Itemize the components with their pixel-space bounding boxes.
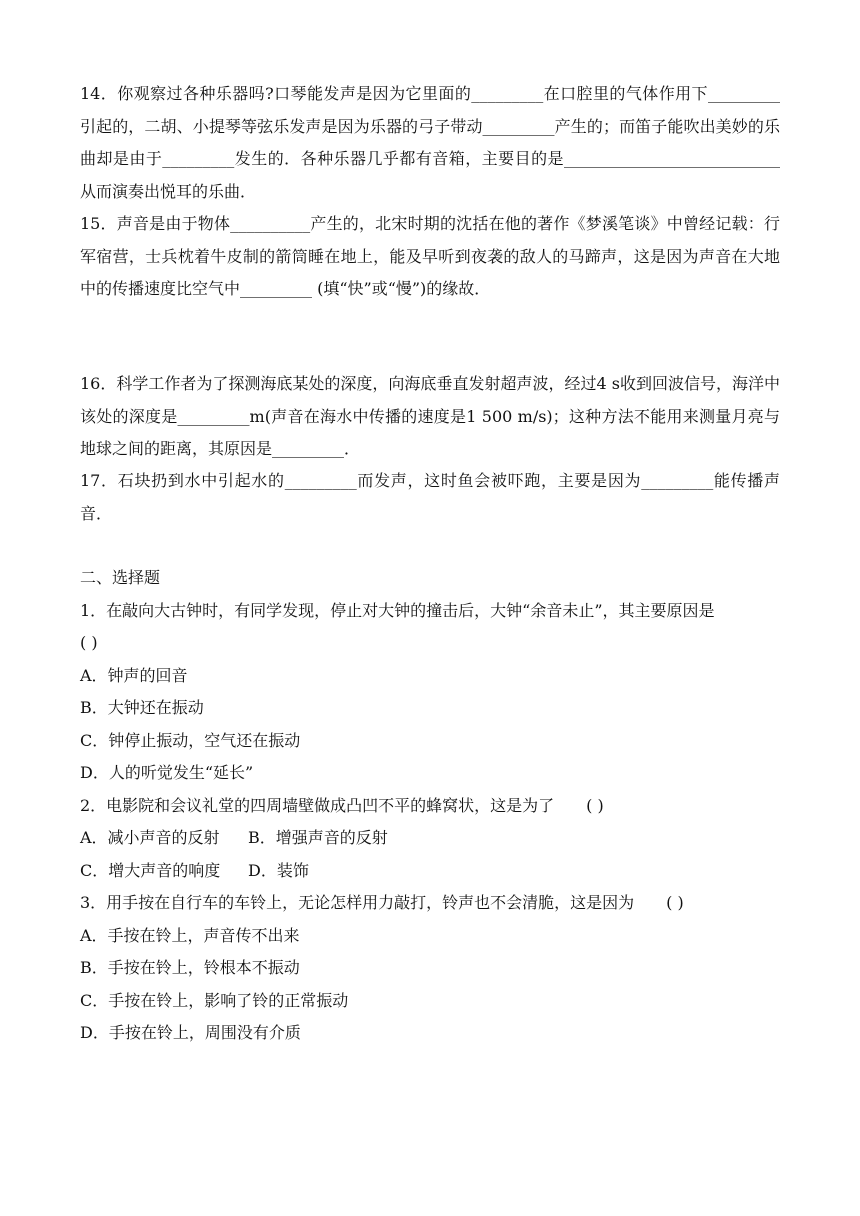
choice-q3-option-b: B．手按在铃上，铃根本不振动	[80, 958, 300, 977]
choice-q1-option-b: B．大钟还在振动	[80, 698, 204, 717]
question-16: 16．科学工作者为了探测海底某处的深度，向海底垂直发射超声波，经过4 s收到回波信号，海洋中该处的深度是_________m(声音在海水中传播的速度是1 500 m/s)；这种方法不能用来测量月亮与地球之间的距离，其原因是_________．	[80, 374, 780, 458]
choice-q1-option-d: D．人的听觉发生“延长”	[80, 763, 254, 782]
choice-q2-options-cd	[80, 855, 780, 887]
choice-q1-option-a: A．钟声的回音	[80, 666, 188, 685]
question-14: 14．你观察过各种乐器吗?口琴能发声是因为它里面的_________在口腔里的气体作用下_________引起的，二胡、小提琴等弦乐发声是因为乐器的弓子带动_________产生的；而笛子能吹出美妙的乐曲却是由于_________发生的．各种乐器几乎都有音箱，主要目的是___________________________从而演奏出悦耳的乐曲．	[80, 84, 780, 201]
choice-q2-option-d: D．装饰	[248, 861, 309, 880]
question-17: 17．石块扔到水中引起水的_________而发声，这时鱼会被吓跑，主要是因为_________能传播声音．	[80, 471, 780, 523]
choice-q1-bracket: ( )	[80, 633, 98, 652]
choice-q2-stem: 2．电影院和会议礼堂的四周墙壁做成凸凹不平的蜂窝状，这是为了 ( )	[80, 796, 604, 815]
choice-q2-options-ab	[80, 822, 780, 854]
choice-q2-option-b: B．增强声音的反射	[248, 828, 388, 847]
choice-q3-option-d: D．手按在铃上，周围没有介质	[80, 1023, 301, 1042]
choice-q2-option-c: C．增大声音的响度	[80, 861, 221, 880]
choice-q2-option-a: A．减小声音的反射	[80, 828, 220, 847]
choice-q1-stem: 1．在敲向大古钟时，有同学发现，停止对大钟的撞击后，大钟“余音未止”，其主要原因是	[80, 601, 715, 620]
choice-q1-option-c: C．钟停止振动，空气还在振动	[80, 731, 301, 750]
section-title: 二、选择题	[80, 568, 161, 587]
choice-q3-option-a: A．手按在铃上，声音传不出来	[80, 926, 300, 945]
choice-q3-option-c: C．手按在铃上，影响了铃的正常振动	[80, 991, 349, 1010]
question-15: 15．声音是由于物体__________产生的，北宋时期的沈括在他的著作《梦溪笔谈》中曾经记载：行军宿营，士兵枕着牛皮制的箭筒睡在地上，能及早听到夜袭的敌人的马蹄声，这是因为声音在大地中的传播速度比空气中_________ (填“快”或“慢”)的缘故．	[80, 214, 780, 298]
choice-q3-stem: 3．用手按在自行车的车铃上，无论怎样用力敲打，铃声也不会清脆，这是因为 ( )	[80, 893, 684, 912]
